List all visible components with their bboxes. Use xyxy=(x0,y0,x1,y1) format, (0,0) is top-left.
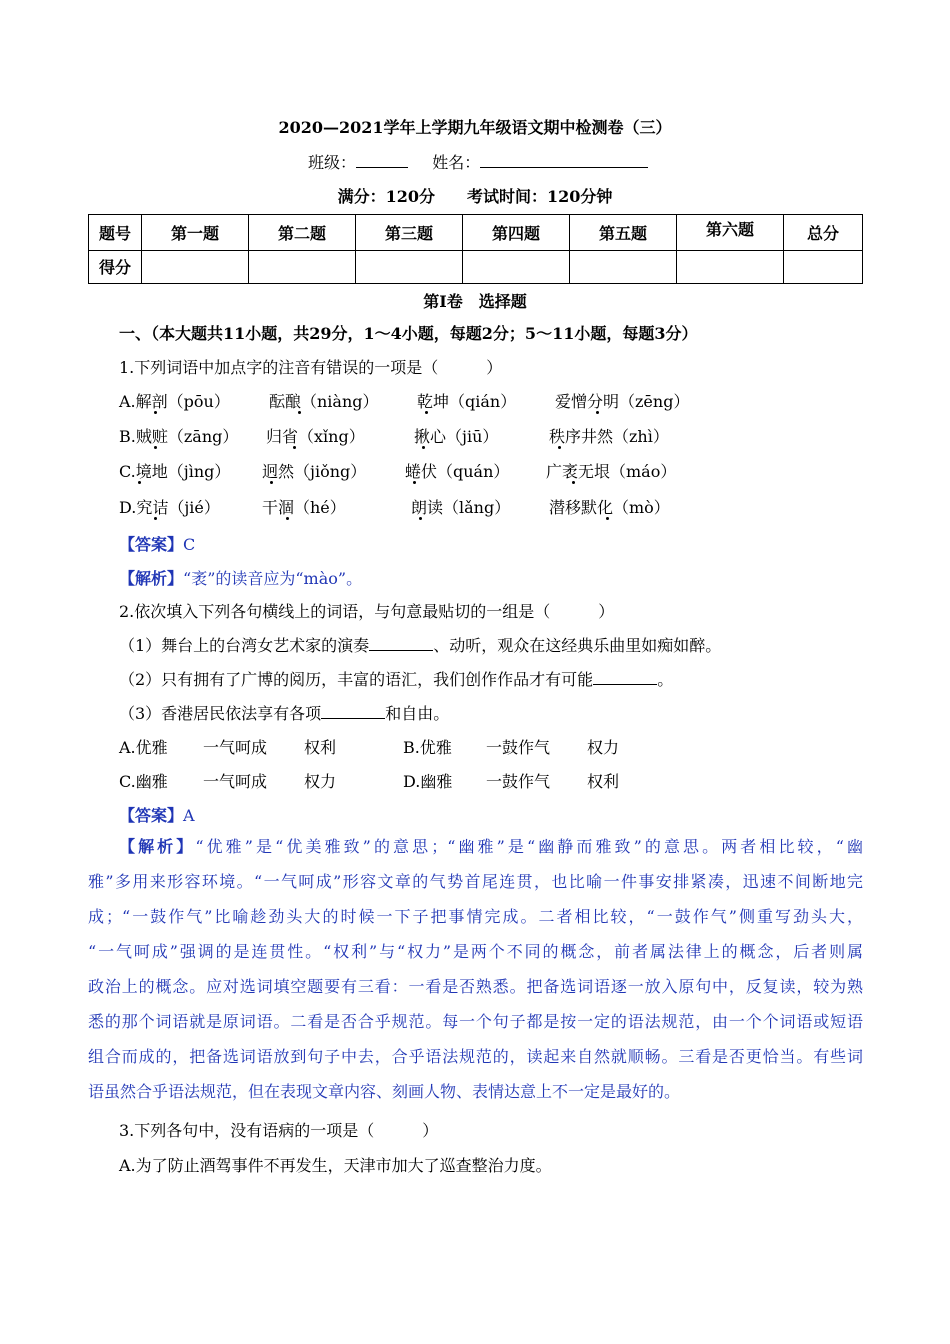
analysis-text: “袤”的读音应为“mào”。 xyxy=(183,569,363,588)
question-stem: 3.下列各句中，没有语病的一项是（ ） xyxy=(119,1121,439,1140)
table-header-cell: 第六题 xyxy=(677,215,784,251)
analysis-tag: 【解析】 xyxy=(119,569,184,588)
q2-option-c-word2: 一气呵成 xyxy=(203,772,268,791)
sentence-text: （2）只有拥有了广博的阅历，丰富的语汇，我们创作作品才有可能 xyxy=(119,670,594,689)
q1-option-d-2: 干涸（hé） xyxy=(262,498,346,517)
answer-value: C xyxy=(183,535,196,554)
q2-analysis-line: 政治上的概念。应对选词填空题要有三看：一看是否熟悉。把备选词语逐一放入原句中，反复读，较为熟 xyxy=(88,977,863,996)
emphasis-dot xyxy=(154,411,157,414)
table-header-cell: 总分 xyxy=(784,215,863,251)
emphasis-dot xyxy=(270,481,273,484)
q1-option-a-2: 酝酿（niàng） xyxy=(269,392,379,411)
fill-blank xyxy=(321,704,385,719)
emphasis-dot xyxy=(286,517,289,520)
q2-analysis-line: 语虽然合乎语法规范，但在表现文章内容、刻画人物、表情达意上不一定是最好的。 xyxy=(88,1082,681,1101)
emphasis-dot xyxy=(422,446,425,449)
score-cell[interactable] xyxy=(249,250,356,283)
q1-option-a-1: A.解剖（pōu） xyxy=(119,392,230,411)
class-label: 班级： xyxy=(308,153,357,172)
table-row-label: 得分 xyxy=(89,250,142,283)
sentence-text: 。 xyxy=(657,670,674,689)
analysis-text: “优雅”是“优美雅致”的意思；“幽雅”是“幽静而雅致”的意思。两者相比较，“幽 xyxy=(195,837,863,856)
score-table xyxy=(88,214,863,284)
q2-sentence-2 xyxy=(119,667,673,690)
q1-option-d-3: 朗读（lǎng） xyxy=(411,498,511,517)
part-heading: 一、（本大题共11小题，共29分，1～4小题，每题2分；5～11小题，每题3分） xyxy=(119,324,698,343)
fill-blank xyxy=(593,670,657,685)
q2-option-a-word2: 一气呵成 xyxy=(203,738,268,757)
sentence-text: 和自由。 xyxy=(385,704,450,723)
q2-option-a: A.优雅 xyxy=(119,738,168,757)
sentence-text: 、动听，观众在这经典乐曲里如痴如醉。 xyxy=(433,636,722,655)
sentence-text: （1）舞台上的台湾女艺术家的演奏 xyxy=(119,636,370,655)
q2-sentence-3 xyxy=(119,701,449,724)
q2-option-b: B.优雅 xyxy=(403,738,452,757)
q2-answer xyxy=(119,803,195,826)
answer-tag: 【答案】 xyxy=(119,806,184,825)
q2-option-d-word2: 一鼓作气 xyxy=(486,772,551,791)
score-cell[interactable] xyxy=(356,250,463,283)
name-label: 姓名： xyxy=(432,153,481,172)
q2-option-d: D.幽雅 xyxy=(403,772,453,791)
q2-analysis-line: “一气呵成”强调的是连贯性。“权利”与“权力”是两个不同的概念，前者属法律上的概念，后者则属 xyxy=(88,942,863,961)
q1-option-a-3: 乾坤（qián） xyxy=(417,392,517,411)
emphasis-dot xyxy=(425,411,428,414)
emphasis-dot xyxy=(413,481,416,484)
emphasis-dot xyxy=(154,446,157,449)
score-cell[interactable] xyxy=(677,250,784,283)
q2-analysis-line: 组合而成的，把备选词语放到句子中去，合乎语法规范的，读起来自然就顺畅。三看是否更恰当。有些词 xyxy=(88,1047,863,1066)
q1-option-c-4: 广袤无垠（máo） xyxy=(546,462,677,481)
score-time-info: 满分：120分 考试时间：120分钟 xyxy=(337,187,613,206)
q1-option-d-1: D.究诘（jié） xyxy=(119,498,220,517)
table-header-cell: 题号 xyxy=(89,215,142,251)
table-header-cell: 第四题 xyxy=(463,215,570,251)
q1-option-c-2: 迥然（jiǒng） xyxy=(262,462,367,481)
score-cell[interactable] xyxy=(784,250,863,283)
emphasis-dot xyxy=(606,517,609,520)
question-stem: 1.下列词语中加点字的注音有错误的一项是（ ） xyxy=(119,358,503,377)
q2-analysis-line: 悉的那个词语就是原词语。二看是否合乎规范。每一个句子都是按一定的语法规范，由一个个词语或短语 xyxy=(88,1012,863,1031)
emphasis-dot xyxy=(298,411,301,414)
q3-option-a: A.为了防止酒驾事件不再发生，天津市加大了巡查整治力度。 xyxy=(119,1156,552,1175)
fill-blank xyxy=(369,636,433,651)
analysis-tag: 【解析】 xyxy=(119,837,196,856)
score-table-score-row xyxy=(89,250,863,283)
q2-option-b-word3: 权力 xyxy=(587,738,620,757)
sentence-text: （3）香港居民依法享有各项 xyxy=(119,704,322,723)
score-cell[interactable] xyxy=(570,250,677,283)
answer-value: A xyxy=(183,806,195,825)
score-table-header-row xyxy=(89,215,863,251)
q1-option-b-4: 秩序井然（zhì） xyxy=(549,427,669,446)
q1-option-d-4: 潜移默化（mò） xyxy=(549,498,670,517)
q2-sentence-1 xyxy=(119,633,721,656)
emphasis-dot xyxy=(154,517,157,520)
name-blank xyxy=(480,153,648,168)
q1-option-c-1: C.境地（jìng） xyxy=(119,462,231,481)
q2-analysis-line: 雅”多用来形容环境。“一气呵成”形容文章的气势首尾连贯，也比喻一件事安排紧凑，迅速不间断地完 xyxy=(88,872,863,891)
emphasis-dot xyxy=(558,446,561,449)
class-blank xyxy=(356,153,408,168)
q1-option-a-4: 爱憎分明（zēng） xyxy=(555,392,690,411)
emphasis-dot xyxy=(572,481,575,484)
page-title: 2020—2021学年上学期九年级语文期中检测卷（三） xyxy=(278,118,672,137)
q1-option-b-2: 归省（xǐng） xyxy=(266,427,365,446)
q2-option-c: C.幽雅 xyxy=(119,772,168,791)
answer-tag: 【答案】 xyxy=(119,535,184,554)
q2-analysis-line: 成；“一鼓作气”比喻趁劲头大的时候一下子把事情完成。二者相比较，“一鼓作气”侧重写劲头大， xyxy=(88,907,863,926)
q2-analysis-line xyxy=(119,829,863,864)
emphasis-dot xyxy=(419,517,422,520)
score-cell[interactable] xyxy=(142,250,249,283)
student-info-line xyxy=(308,150,648,173)
q2-option-d-word3: 权利 xyxy=(587,772,620,791)
table-header-cell: 第五题 xyxy=(570,215,677,251)
emphasis-dot xyxy=(596,411,599,414)
q1-option-b-3: 揪心（jiū） xyxy=(414,427,499,446)
table-header-cell: 第一题 xyxy=(142,215,249,251)
q2-option-b-word2: 一鼓作气 xyxy=(486,738,551,757)
emphasis-dot xyxy=(293,446,296,449)
section-title: 第Ⅰ卷 选择题 xyxy=(423,292,527,311)
q2-option-a-word3: 权利 xyxy=(304,738,337,757)
table-header-cell: 第二题 xyxy=(249,215,356,251)
table-header-cell: 第三题 xyxy=(356,215,463,251)
question-stem: 2.依次填入下列各句横线上的词语，与句意最贴切的一组是（ ） xyxy=(119,602,615,621)
q2-option-c-word3: 权力 xyxy=(304,772,337,791)
q1-answer xyxy=(119,532,195,555)
emphasis-dot xyxy=(138,481,141,484)
q1-analysis xyxy=(119,566,362,589)
score-cell[interactable] xyxy=(463,250,570,283)
q1-option-c-3: 蜷伏（quán） xyxy=(405,462,510,481)
q1-option-b-1: B.贼赃（zāng） xyxy=(119,427,239,446)
